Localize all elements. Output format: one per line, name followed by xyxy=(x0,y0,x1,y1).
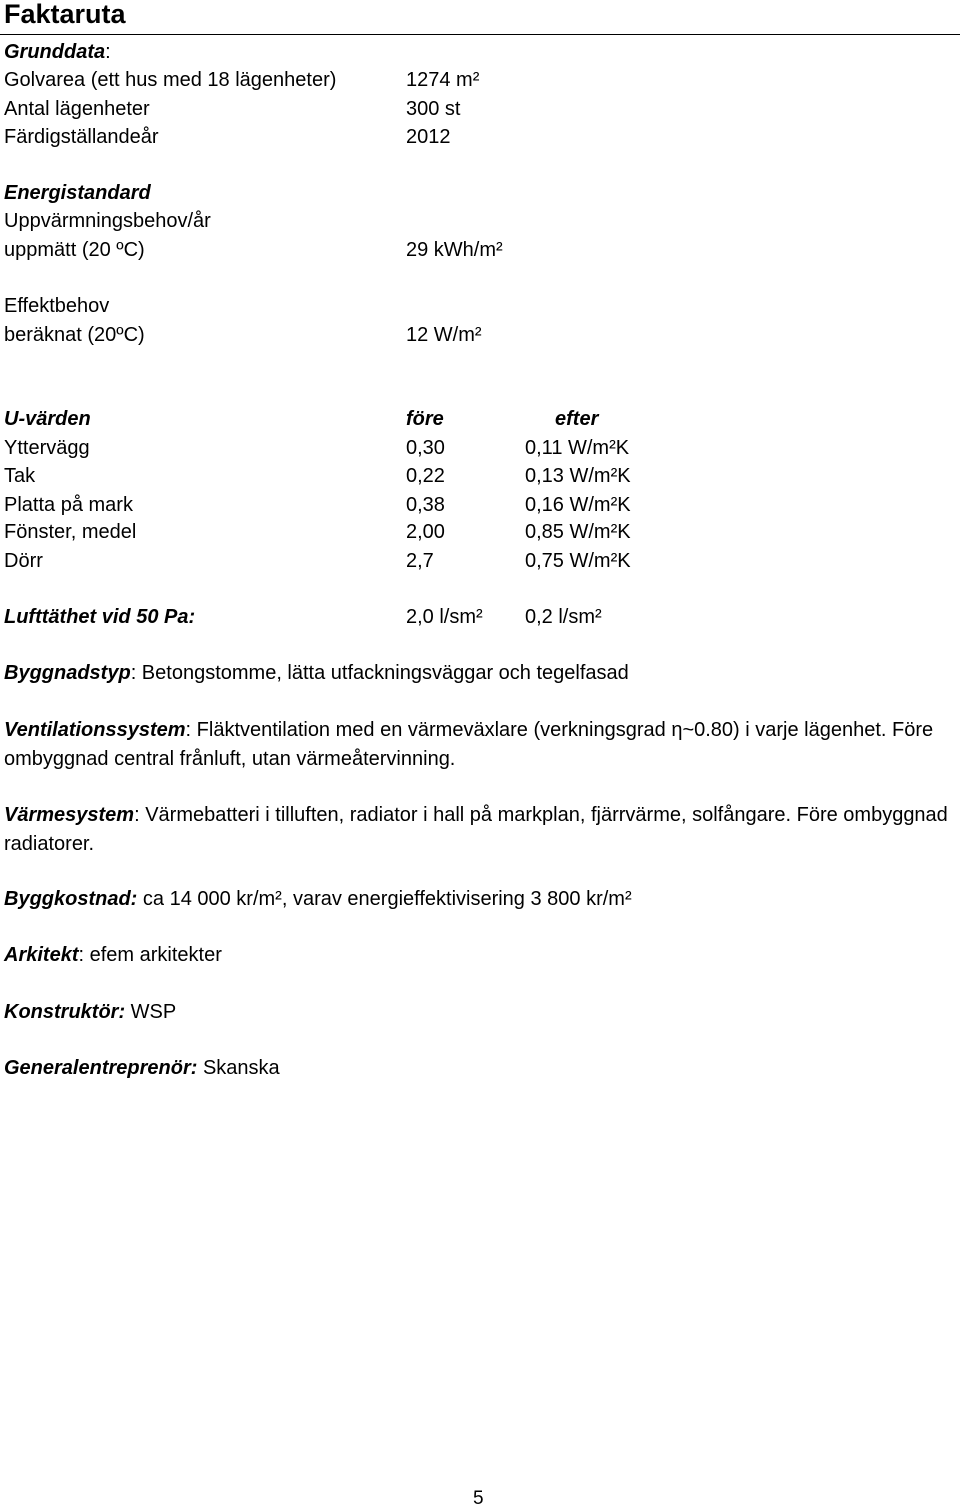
uvarden-label-yttervagg: Yttervägg xyxy=(4,437,90,459)
grunddata-value-fardigstallandear: 2012 xyxy=(406,126,451,148)
konstruktor-text: WSP xyxy=(125,1001,177,1023)
uvarden-before-yttervagg: 0,30 xyxy=(406,437,445,459)
power-demand-label-1: Effektbehov xyxy=(4,295,110,317)
uvarden-col-before: före xyxy=(406,408,444,430)
ventilation-paragraph xyxy=(4,716,954,773)
uvarden-after-platta: 0,16 W/m²K xyxy=(525,494,631,516)
byggkostnad-text: ca 14 000 kr/m², varav energieffektivisering 3 800 kr/m² xyxy=(137,888,632,910)
page-number: 5 xyxy=(473,1488,484,1509)
lufttathet-before: 2,0 l/sm² xyxy=(406,606,483,628)
uvarden-after-dorr: 0,75 W/m²K xyxy=(525,550,631,572)
power-demand-value: 12 W/m² xyxy=(406,324,482,346)
varmesystem-heading: Värmesystem xyxy=(4,804,135,826)
uvarden-after-fonster: 0,85 W/m²K xyxy=(525,521,631,543)
grunddata-heading-line xyxy=(4,38,111,66)
byggnadstyp-paragraph xyxy=(4,659,954,688)
uvarden-before-fonster: 2,00 xyxy=(406,521,445,543)
uvarden-after-yttervagg: 0,11 W/m²K xyxy=(525,437,630,459)
uvarden-before-dorr: 2,7 xyxy=(406,550,434,572)
byggnadstyp-text: : Betongstomme, lätta utfackningsväggar och tegelfasad xyxy=(130,662,629,684)
varmesystem-paragraph xyxy=(4,801,954,858)
page-title: Faktaruta xyxy=(4,0,126,29)
power-demand-label-2: beräknat (20ºC) xyxy=(4,324,145,346)
konstruktor-heading: Konstruktör: xyxy=(4,1001,126,1023)
grunddata-value-golvarea: 1274 m² xyxy=(406,69,480,91)
grunddata-colon: : xyxy=(105,41,111,63)
grunddata-label-fardigstallandear: Färdigställandeår xyxy=(4,126,159,148)
heat-demand-value: 29 kWh/m² xyxy=(406,239,503,261)
energistandard-heading: Energistandard xyxy=(4,182,151,204)
uvarden-label-fonster: Fönster, medel xyxy=(4,521,137,543)
arkitekt-text: : efem arkitekter xyxy=(78,944,222,966)
grunddata-label-lagenheter: Antal lägenheter xyxy=(4,98,150,120)
uvarden-heading: U-värden xyxy=(4,408,91,430)
grunddata-label-golvarea: Golvarea (ett hus med 18 lägenheter) xyxy=(4,69,337,91)
lufttathet-after: 0,2 l/sm² xyxy=(525,606,602,628)
byggkostnad-paragraph xyxy=(4,885,954,914)
byggnadstyp-heading: Byggnadstyp xyxy=(4,662,131,684)
uvarden-label-dorr: Dörr xyxy=(4,550,43,572)
lufttathet-heading: Lufttäthet vid 50 Pa: xyxy=(4,606,196,628)
generalentreprenor-heading: Generalentreprenör: xyxy=(4,1057,198,1079)
uvarden-after-tak: 0,13 W/m²K xyxy=(525,465,631,487)
arkitekt-heading: Arkitekt xyxy=(4,944,79,966)
heat-demand-label-1: Uppvärmningsbehov/år xyxy=(4,210,211,232)
uvarden-before-tak: 0,22 xyxy=(406,465,445,487)
generalentreprenor-paragraph xyxy=(4,1054,954,1083)
arkitekt-paragraph xyxy=(4,941,954,970)
varmesystem-text: : Värmebatteri i tilluften, radiator i hall på markplan, fjärrvärme, solfångare. Före ombyggnad radiatorer. xyxy=(4,804,948,855)
byggkostnad-heading: Byggkostnad: xyxy=(4,888,138,910)
konstruktor-paragraph xyxy=(4,998,954,1027)
ventilation-text: : Fläktventilation med en värmeväxlare (verkningsgrad η~0.80) i varje lägenhet. Före ombyggnad central frånluft, utan värmeåtervinning. xyxy=(4,719,934,770)
generalentreprenor-text: Skanska xyxy=(197,1057,280,1079)
uvarden-col-after: efter xyxy=(555,408,599,430)
uvarden-label-tak: Tak xyxy=(4,465,36,487)
title-divider xyxy=(0,34,960,35)
grunddata-value-lagenheter: 300 st xyxy=(406,98,461,120)
uvarden-before-platta: 0,38 xyxy=(406,494,445,516)
ventilation-heading: Ventilationssystem xyxy=(4,719,186,741)
uvarden-label-platta: Platta på mark xyxy=(4,494,133,516)
grunddata-heading: Grunddata xyxy=(4,41,106,63)
heat-demand-label-2: uppmätt (20 ºC) xyxy=(4,239,145,261)
